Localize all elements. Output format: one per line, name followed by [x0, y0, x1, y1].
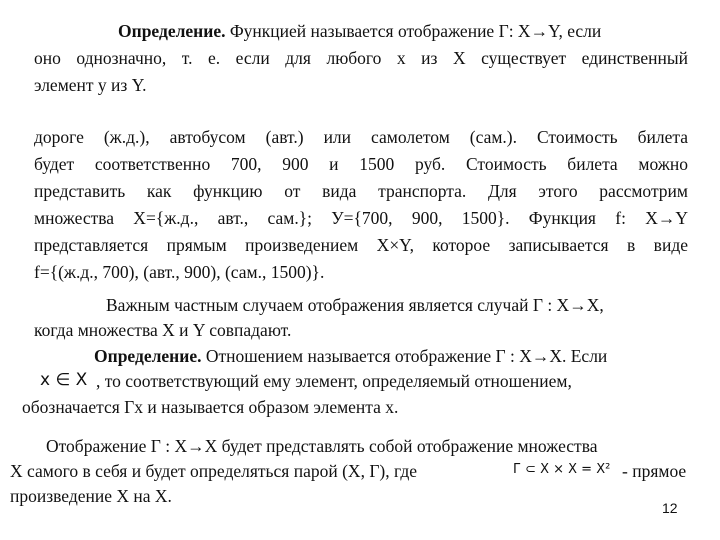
paragraph3-line1: Важным частным случаем отображения является случай Г : X→X,: [106, 295, 604, 315]
definition1-line1: [118, 20, 601, 42]
paragraph2-line4: множества X={ж.д., авт., сам.}; У={700, 900, 1500}. Функция f: X→Y: [34, 208, 688, 228]
definition2-line2: , то соответствующий ему элемент, определяемый отношением,: [96, 371, 572, 391]
math-gamma-subset-XxX: Г ⊂ X × X = X²: [513, 462, 611, 477]
math-x-in-X: x ∈ X: [40, 370, 88, 390]
definition2-line3: обозначается Гx и называется образом элемента x.: [22, 397, 399, 417]
paragraph2-line6: f={(ж.д., 700), (авт., 900), (сам., 1500)}.: [34, 262, 325, 282]
paragraph5-line1: Отображение Г : X→X будет представлять собой отображение множества: [46, 436, 598, 456]
paragraph5-line3: произведение X на X.: [10, 486, 172, 506]
definition1-line3: элемент y из Y.: [34, 75, 147, 95]
paragraph3-line2: когда множества X и Y совпадают.: [34, 320, 292, 340]
definition2-term: Определение.: [94, 346, 202, 366]
paragraph2-line3: представить как функцию от вида транспорта. Для этого рассмотрим: [34, 181, 688, 201]
definition2-line1-text: Отношением называется отображение Г : X→X. Если: [201, 346, 608, 366]
definition1-line1-text: Функцией называется отображение Г: X→Y, если: [225, 21, 602, 41]
definition1-term: Определение.: [118, 21, 226, 41]
definition1-line2: оно однозначно, т. е. если для любого x из X существует единственный: [34, 48, 688, 68]
paragraph5-line2-start: X самого в себя и будет определяться парой (X, Г), где: [10, 461, 417, 481]
definition2-line1: [94, 345, 607, 367]
paragraph2-line2: будет соответственно 700, 900 и 1500 руб. Стоимость билета можно: [34, 154, 688, 174]
paragraph2-line5: представляется прямым произведением X×Y, которое записывается в виде: [34, 235, 688, 255]
paragraph5-line2-end: - прямое: [622, 461, 687, 481]
paragraph2-line1: дороге (ж.д.), автобусом (авт.) или самолетом (сам.). Стоимость билета: [34, 127, 688, 147]
page-number: 12: [662, 500, 678, 516]
